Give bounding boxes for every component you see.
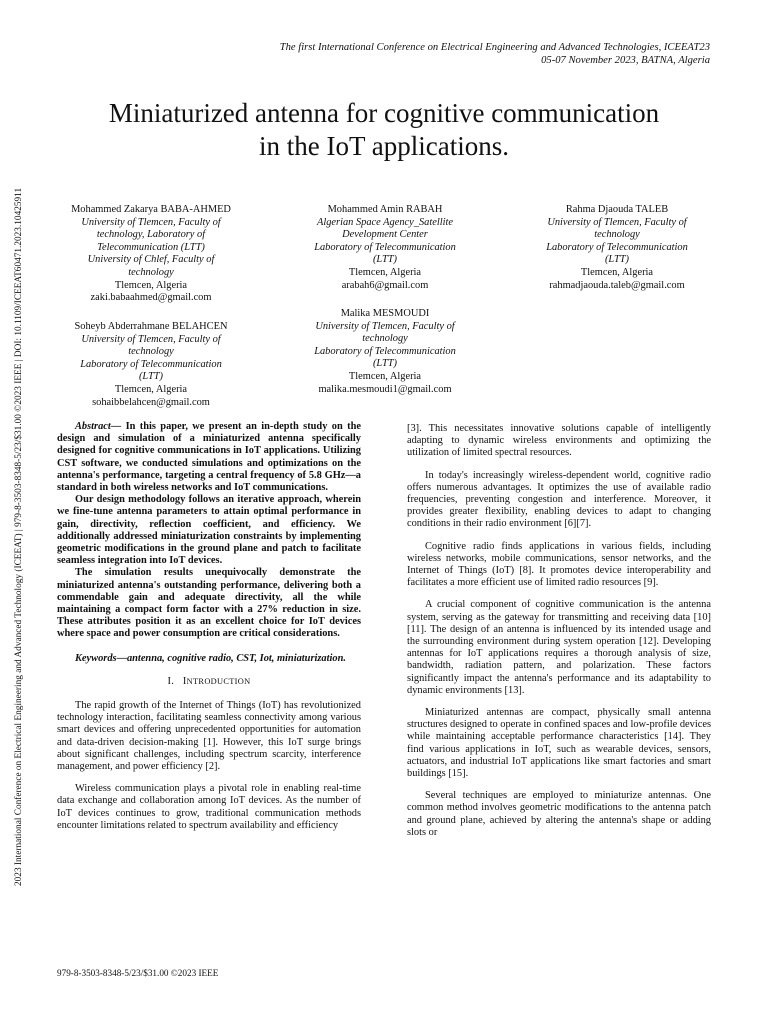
abstract-paragraph: Our design methodology follows an iterative approach, wherein we fine-tune antenna parameters to attain optimal performance in gain, directivity, reflection coefficient, and efficiency. We additionally addressed miniaturization constraints by implementing geometric modifications in the ground plane and patch to facilitate seamless integration into IoT devices. [57,494,361,567]
conference-name: The first International Conference on Electrical Engineering and Advanced Technologies, ICEEAT23 [279,42,710,53]
author-affiliation: Development Center [342,229,428,241]
author-affiliation: Telecommunication (LTT) [97,241,205,253]
author-affiliation: technology [362,333,408,345]
author-city: Tlemcen, Algeria [114,383,188,395]
doi-sidebar: 2023 International Conference on Electrical Engineering and Advanced Technology (ICEEAT) | 979-8-3503-8348-5/23/$31.00 ©2023 IEEE | DOI: 10.1109/ICEEAT60471.2023.10425911 [14,187,24,886]
body-paragraph: The rapid growth of the Internet of Things (IoT) has revolutionized technology interaction, facilitating seamless connectivity among various smart devices and offering unprecedented opportunities for automation and data-driven decision-making [1]. However, this IoT surge brings about significant challenges, including spectrum scarcity, interference management, and power efficiency [2]. [57,700,361,773]
introduction-text [57,700,361,832]
title-line-1: Miniaturized antenna for cognitive communication [108,98,660,128]
author-affiliation: University of Tlemcen, Faculty of [81,216,221,228]
author-affiliation: Laboratory of Telecommunication [80,358,222,370]
author-affiliation: University of Tlemcen, Faculty of [547,216,687,228]
author-name: Rahma Djaouda TALEB [565,204,669,215]
abstract-label: Abstract— [75,421,122,432]
copyright-footer: 979-8-3503-8348-5/23/$31.00 ©2023 IEEE [57,968,219,978]
author-affiliation: Laboratory of Telecommunication [314,345,456,357]
author-email: zaki.babaahmed@gmail.com [90,292,212,304]
author-affiliation: (LTT) [604,254,630,266]
title-line-2: in the IoT applications. [259,131,509,161]
author-affiliation: (LTT) [138,371,164,383]
author-affiliation: technology, Laboratory of [96,229,206,241]
author-name: Mohammed Amin RABAH [327,204,443,215]
author-block [57,204,245,305]
author-affiliation: Laboratory of Telecommunication [314,241,456,253]
body-paragraph: In today's increasingly wireless-dependent world, cognitive radio offers numerous advantages. It optimizes the use of available radio frequencies, preventing congestion and interference. Moreover, it provides greater flexibility, enabling devices to adapt to changing conditions in their radio environment [6][7]. [407,469,711,530]
author-email: arabah6@gmail.com [341,279,429,291]
author-email: rahmadjaouda.taleb@gmail.com [549,279,685,291]
section-heading [57,676,361,688]
body-paragraph: Wireless communication plays a pivotal role in enabling real-time data exchange and collaboration among IoT devices. As the number of IoT devices continues to grow, traditional communication methods encounter limitations related to spectrum availability and efficiency [57,783,361,831]
author-affiliation: (LTT) [372,254,398,266]
author-affiliation: University of Chlef, Faculty of [87,254,215,266]
author-affiliation: technology [128,266,174,278]
conference-header [280,42,710,67]
conference-date: 05-07 November 2023, BATNA, Algeria [541,54,710,66]
body-paragraph: A crucial component of cognitive communication is the antenna system, serving as the gateway for transmitting and receiving data [10][11]. The design of an antenna is influenced by its intended usage and the surrounding environment during system operation [12]. Developing antennas for IoT applications requires a thorough analysis of size, bandwidth, radiation pattern, and polarization. These factors significantly impact the antenna's performance and its adaptability to dynamic environments [13]. [407,599,711,696]
body-paragraph: Miniaturized antennas are compact, physically small antenna structures designed to operate in confined spaces and low-profile devices while maintaining acceptable performance characteristics [14]. They find various applications in IoT, such as wearable devices, sensors, actuators, and industrial IoT applications like smart factories and smart buildings [15]. [407,707,711,780]
author-affiliation: University of Tlemcen, Faculty of [81,333,221,345]
section-title-rest: NTRODUCTION [186,676,251,686]
paper-title [40,97,728,163]
author-city: Tlemcen, Algeria [348,266,422,278]
author-block [290,308,480,396]
author-affiliation: Laboratory of Telecommunication [546,241,688,253]
author-city: Tlemcen, Algeria [580,266,654,278]
author-email: sohaibbelahcen@gmail.com [92,396,210,408]
author-affiliation: (LTT) [372,358,398,370]
author-email: malika.mesmoudi1@gmail.com [318,383,452,395]
abstract-paragraph: The simulation results unequivocally demonstrate the miniaturized antenna's outstanding performance, delivering both a commendable gain and adequate directivity, all the while maintaining a compact form factor with a 27% reduction in size. These attributes position it as an excellent choice for IoT devices where space and power consumption are critical considerations. [57,567,361,640]
author-block [57,321,245,409]
body-paragraph: [3]. This necessitates innovative solutions capable of intelligently adapting to dynamic wireless environments and optimizing the utilization of limited spectral resources. [407,423,711,459]
author-affiliation: Algerian Space Agency_Satellite [317,216,453,228]
author-block [522,204,712,292]
abstract-paragraph [57,421,361,494]
left-column [57,421,361,842]
author-name: Mohammed Zakarya BABA-AHMED [71,204,231,215]
keywords: Keywords—antenna, cognitive radio, CST, Iot, miniaturization. [75,652,346,664]
author-city: Tlemcen, Algeria [348,370,422,382]
abstract-text: In this paper, we present an in-depth study on the design and simulation of a miniaturized antenna specifically designed for cognitive communications in IoT applications. Utilizing CST software, we conducted simulations and optimizations on the antenna's performance, targeting a central frequency of 5.8 GHz—a standard in both wireless networks and IoT communications. [57,421,361,494]
author-affiliation: University of Tlemcen, Faculty of [315,320,455,332]
author-affiliation: technology [594,229,640,241]
right-column [407,423,711,849]
author-affiliation: technology [128,346,174,358]
section-initial: I [182,675,187,687]
author-block [290,204,480,292]
abstract [57,421,361,641]
author-name: Malika MESMOUDI [340,308,430,319]
section-number: I. [167,675,175,687]
author-city: Tlemcen, Algeria [114,279,188,291]
author-name: Soheyb Abderrahmane BELAHCEN [74,321,228,332]
body-paragraph: Cognitive radio finds applications in various fields, including wireless networks, mobile communications, sensor networks, and the Internet of Things (IoT) [8]. It promotes device interoperability and facilitates a more efficient use of limited radio resources [9]. [407,540,711,589]
body-paragraph: Several techniques are employed to miniaturize antennas. One common method involves geometric modifications to the antenna patch and ground plane, achieved by altering the antenna's shape or adding slots or [407,790,711,838]
